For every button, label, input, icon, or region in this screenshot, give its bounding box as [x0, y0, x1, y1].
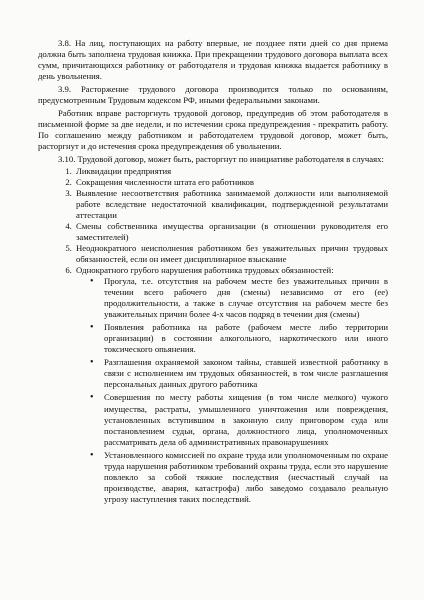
dismissal-reasons-list — [38, 166, 388, 505]
reason-item: 1. Ликвидации предприятия — [74, 166, 388, 177]
violation-text: Совершения по месту работы хищения (в том числе мелкого) чужого имущества, растраты, умышленного уничтожения или повреждения, установленных вступившим в законную силу приговором суда или постановлением судьи, органа, должностного лица, уполномоченных рассматривать дела об административных правонарушениях — [104, 392, 388, 447]
violation-item — [90, 357, 388, 390]
bullet-icon: • — [90, 392, 94, 404]
bullet-icon: • — [90, 357, 94, 369]
violation-item — [90, 322, 388, 355]
reason-item: 3. Выявление несоответствия работника занимаемой должности или выполняемой работе вследствие недостаточной квалификации, подтвержденной результатами аттестации — [74, 188, 388, 221]
violation-text: Установленного комиссией по охране труда или уполномоченным по охране труда нарушения работником требований охраны труда, если это нарушение повлекло за собой тяжкие последствия (несчастный случай на производстве, авария, катастрофа) либо заведомо создавало реальную угрозу наступления таких последствий. — [104, 449, 388, 504]
employee-resignation-paragraph: Работник вправе расторгнуть трудовой договор, предупредив об этом работодателя в письменной форме за две недели, и по истечении срока предупреждения - прекратить работу. По соглашению между работником и работодателем трудовой договор, может быть, расторгнут и до истечения срока предупреждения об увольнении. — [38, 108, 388, 152]
clause-3-10: 3.10. Трудовой договор, может быть, расторгнут по инициативе работодателя в случаях: — [58, 154, 384, 165]
violation-text: Разглашения охраняемой законом тайны, ставшей известной работнику в связи с исполнением им трудовых обязанностей, в том числе разглашения персональных данных другого работника — [104, 357, 388, 390]
bullet-icon: • — [90, 322, 94, 334]
reason-item-gross-violation — [74, 265, 388, 505]
violation-item — [90, 392, 388, 447]
reason-item: 4. Смены собственника имущества организации (в отношении руководителя его заместителей) — [74, 221, 388, 243]
reason-item: 2. Сокращения численности штата его работников — [74, 177, 388, 188]
bullet-icon: • — [90, 275, 94, 287]
reason-item: 5. Неоднократного неисполнения работником без уважительных причин трудовых обязанностей, если он имеет дисциплинарное взыскание — [74, 243, 388, 265]
violation-item — [90, 275, 388, 320]
reason-item-label: Однократного грубого нарушения работника трудовых обязанностей: — [76, 264, 334, 275]
bullet-icon: • — [90, 449, 94, 461]
violation-item — [90, 449, 388, 505]
violation-text: Появления работника на работе (рабочем месте либо территории организации) в состоянии алкогольного, наркотического или иного токсического опьянения. — [104, 322, 388, 355]
gross-violation-list — [76, 276, 388, 505]
document-body — [38, 38, 388, 507]
clause-3-9: 3.9. Расторжение трудового договора производится только по основаниям, предусмотренным Трудовым кодексом РФ, иными федеральными законами. — [38, 84, 388, 106]
violation-text: Прогула, т.е. отсутствия на рабочем месте без уважительных причин в течении всего рабочего дня (смены) независимо от его (ее) продолжительности, а также в случае отсутствия на рабочем месте без уважительных причин более 4-х часов подряд в течении дня (смены) — [104, 275, 388, 320]
clause-3-8: 3.8. На лиц, поступающих на работу впервые, не позднее пяти дней со дня приема должна быть заполнена трудовая книжка. При прекращении трудового договора выплата всех сумм, причитающихся работнику от работодателя и трудовая книжка выдается работнику в день увольнения. — [38, 38, 388, 82]
